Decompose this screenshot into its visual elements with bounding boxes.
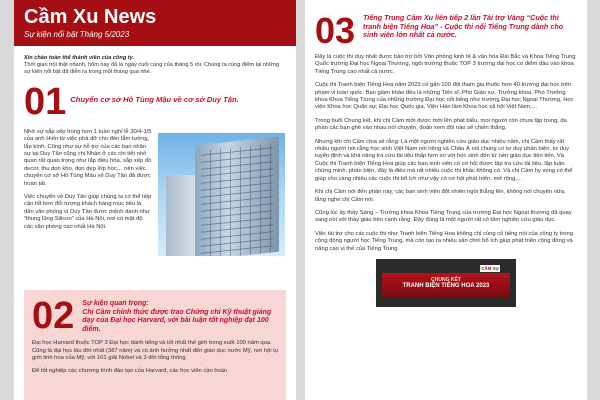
section-2-title-block — [82, 300, 278, 334]
newsletter-page-left — [14, 0, 296, 400]
section-2-label: Sự kiện quan trọng: — [82, 300, 149, 307]
office-building-image — [158, 133, 285, 256]
intro-text: Thời gian trôi thật nhanh, hôm nay đã là ngày cuối cùng của tháng 5 rồi. Chúng ta cùng điểm lại những sự kiện nổi bật đã diễn ra trong một tháng qua nhé. — [24, 62, 279, 76]
section-2-paragraph: Để tốt nghiệp các chương trình đào tạo của Harvard, các học viên cần hoàn — [32, 367, 228, 374]
building-main — [195, 136, 279, 255]
section-3-paragraph: Trong buổi Chung kết, khi chị Cầm mới được mời lên phát biểu, mọi người còn chưa tập trung, đa phần các bạn ghé vào nhau nói chuyện, đoán xem đội nào sẽ chiến thắng. — [315, 117, 567, 132]
section-3-paragraph: Việc tài trợ cho các cuộc thi như Tranh biện Tiếng Hoa không chỉ củng cố tiếng nói của công ty trong cộng đồng người học Tiếng Trung, mà còn tạo ra nhiều sản chơi bổ ích giúp phát triển cộng đồng và nâng cao vị thế của Tiếng Trung. — [315, 230, 573, 252]
section-2-paragraph: Đại học Harvard thuộc TOP 3 Đại học danh tiếng và tốt nhất thế giới trong suốt 100 năm qua. Cũng là đại học lâu đời nhất (387 năm) và có ảnh hưởng nhất đến giáo dục nước Mỹ, nơi hội tụ giới tinh hoa của Mỹ, với 161 giải Nobel và 3 đời tổng thống. — [32, 340, 278, 362]
section-1-text — [24, 129, 152, 256]
section-3-paragraph: Khi chị Cầm nói đến phần này, các bạn sinh viên đột nhiên ngồi thẳng lên, không nói chuyện nữa, lắng nghe chị Cầm nói. — [315, 189, 566, 203]
section-3-heading — [305, 0, 587, 51]
section-1-paragraph: Nhờ sự sắp xếp trong hơn 1 tuần nghỉ lễ 30/4-1/5 của anh Hiến từ việc phá dỡ cho đến lắm tường, lắp kính. Cũng như sự hỗ trợ của các bạn nhân sự tại Duy Tân cũng chị Nhàn ở các chi tiết nhỏ quan rất quan trọng như lắp điều hòa, sắp xếp đồ decor, thu dọn kho, dọn dẹp lớp học… nên việc chuyển cơ sở Hồ Tùng Mậu về Duy Tân đã được hoàn tất. — [24, 128, 152, 187]
newsletter-subtitle: Sự kiện nổi bật Tháng 5/2023 — [24, 30, 130, 39]
section-1-title: Chuyển cơ sở Hồ Tùng Mậu về cơ sở Duy Tân. — [70, 94, 239, 104]
section-3-body — [305, 48, 587, 307]
section-2-number: 02 — [32, 295, 75, 337]
banner-title-line2: TRANH BIỆN TIẾNG HOA 2023 — [402, 282, 490, 289]
newsletter-title: Cầm Xu News — [24, 6, 157, 28]
section-1-heading — [14, 80, 296, 123]
section-2-box — [24, 290, 286, 400]
competition-banner-image — [376, 259, 516, 307]
newsletter-header — [14, 0, 296, 46]
section-3-number: 03 — [315, 10, 356, 51]
section-3-paragraph: Cũng lúc ấy thầy Sáng – Trưởng khoa Khoa Tiếng Trung của trường Đại học Ngoại thương đã quay sang nói với thầy giáo bên cạnh rằng: Đây đúng là một người rất có tâm nghiên cứu giáo dục. — [315, 209, 572, 224]
intro-block — [14, 46, 296, 77]
section-3-paragraph: Nhưng khi chị Cầm chia sẻ rằng: Là một người nghiên cứu giáo dục nhiều năm, chị Cầm thấy rất nhiều người nói rằng học sinh Việt Nam nói riêng và Châu Á nói chung có tư duy phản biện, tư duy tuyển định và khả năng tra cứu tài liệu thấp hơn so với học sinh đến từ nền giáo dục tiên tiến. Và Cuộc thi Tranh biện Tiếng Hoa giúp các bạn sinh viên có cơ hội được tập tra cứu tài liệu, lập luận chứng minh, phản biện, đây là điều mà rất nhiều cuộc thi khác không có. Và chị Cầm hy vọng có thể giúp cho càng nhiều các cuộc thi bổ ích như vậy có cơ hội phát triển, mở rộng,… — [315, 138, 573, 182]
newsletter-page-right — [305, 0, 587, 400]
banner-title-line1: CHUNG KẾT — [431, 276, 461, 283]
section-2-body — [24, 334, 286, 375]
intro-greeting: Xin chào toàn thể thành viên của công ty. — [24, 55, 135, 61]
section-1-number: 01 — [24, 80, 67, 123]
section-1-paragraph: Việc chuyển về Duy Tân giúp chúng ta có thể tiếp cận tốt hơn đối tượng khách hàng mục tiêu là dân văn phòng vì Duy Tân được mệnh danh như “thung lũng Silicon” của Hà Nội, nơi có mật độ các văn phòng cao nhất Hà Nội. — [24, 194, 152, 230]
section-3-title: Tiếng Trung Cầm Xu liên tiếp 2 lần Tài trợ Vàng “Cuộc thi tranh biện Tiếng Hoa” - Cuộc thi nổi Tiếng Trung dành cho sinh viên lớn nhất cả nước. — [363, 13, 564, 40]
section-2-heading — [24, 290, 286, 337]
section-2-title: Chị Cầm chính thức được trao Chứng chỉ Kỹ thuật giảng dạy của Đại học Harvard, với bài luận tốt nghiệp đạt 100 điểm. — [82, 308, 272, 333]
section-3-paragraph: Đây là cuộc thi duy nhất được bảo trợ bởi Văn phòng kinh tế & văn hóa Đài Bắc và Khoa Tiếng Trung Quốc trường Đại học Ngoại Thương, ngôi trường thuộc TOP 3 trường đại học có điểm đầu vào khoa Tiếng Trung cao nhất cả nước. — [315, 54, 576, 75]
banner-logo: CẦM XU — [481, 265, 499, 271]
section-3-paragraph: Cuộc thi Tranh biện Tiếng Hoa năm 2023 có gần 100 đội tham gia thuộc hơn 40 trường đại học trên phạm vi toàn quốc. Ban giám khảo đều là những Tiến sĩ, Phó Giáo sư, Trưởng khoa, Phó Trưởng khoa Khoa Tiếng Trung của những trường Đại học nổi tiếng như trường Đại học Ngoại Thương, Học viện Khoa học Quân sự; Đại học Quốc gia, Viện Hán lâm Khoa học xã hội Việt Nam,… — [315, 82, 574, 111]
section-1-body — [14, 121, 296, 256]
